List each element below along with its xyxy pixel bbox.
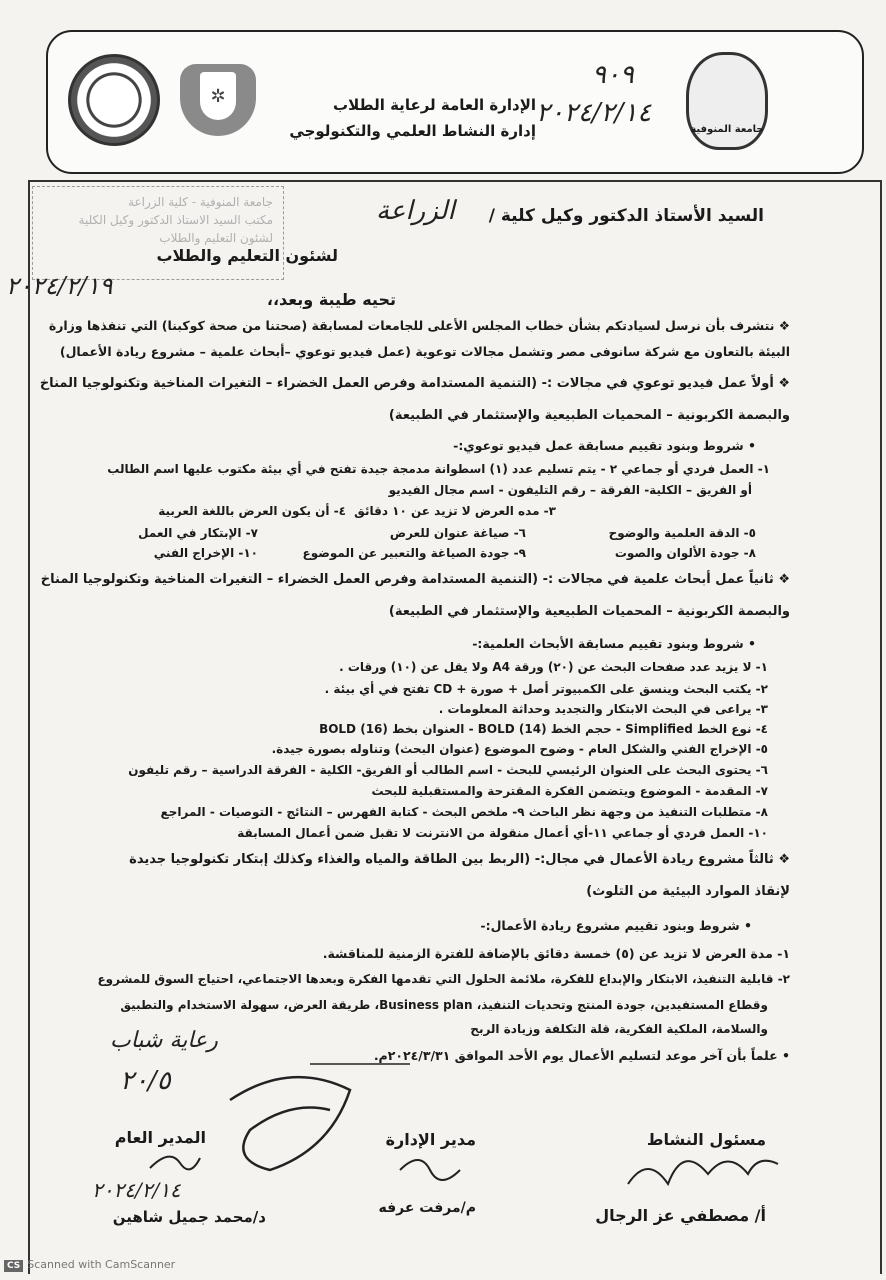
section2-item-7: ٧- المقدمة - الموضوع ويتضمن الفكرة المقترحة والمستقبلية للبحث: [371, 784, 768, 798]
section1-item-4: ٤- أن يكون العرض باللغة العربية: [158, 504, 346, 518]
stamp-line-3: لشئون التعليم والطلاب: [159, 231, 273, 245]
camscanner-text: Scanned with CamScanner: [27, 1258, 176, 1271]
deadline-note: • علماً بأن آخر موعد لتسليم الأعمال يوم الأحد الموافق ٢٠٢٤/٣/٣١م.: [373, 1048, 790, 1063]
general-director-name: د/محمد جميل شاهين: [112, 1208, 266, 1226]
section2-item-2: ٢- يكتب البحث وينسق على الكمبيوتر أصل + صورة + CD تفتح في أي بيئة .: [324, 682, 768, 696]
handwritten-date: ٢٠٢٤/٢/١٤: [536, 98, 652, 128]
section3-title-1: ❖ ثالثاً مشروع ريادة الأعمال في مجال:- (الربط بين الطاقة والمياه والغذاء وكذلك إبتكار تكنولوجيا جديدة: [129, 852, 790, 867]
section2-title-2: والبصمة الكربونية – المحميات الطبيعية والإستثمار في الطبيعة): [388, 604, 790, 619]
section1-item-7: ٧- الإبتكار في العمل: [138, 526, 258, 540]
section1-item-6: ٦- صياغة عنوان للعرض: [389, 526, 526, 540]
stamp-handwritten-date: ٢٠٢٤/٢/١٩: [6, 272, 113, 300]
section2-item-3: ٣- يراعى في البحث الابتكار والتجديد وحداثة المعلومات .: [438, 702, 768, 716]
activity-signature: [628, 1161, 778, 1184]
intro-line-2: البيئة بالتعاون مع شركة سانوفى مصر وتشمل مجالات توعوية (عمل فيديو توعوي –أبحاث علمية – مشروع ريادة الأعمال): [59, 344, 790, 359]
general-director-date: ٢٠٢٤/٢/١٤: [92, 1178, 181, 1202]
management-director-title: مدير الإدارة: [385, 1130, 476, 1149]
section2-item-4: ٤- نوع الخط Simplified - حجم الخط (14) BOLD - العنوان بخط (16) BOLD: [319, 722, 768, 736]
section1-item-5: ٥- الدقة العلمية والوضوح: [608, 526, 756, 540]
section3-item-2a: ٢- قابلية التنفيذ، الابتكار والإبداع للفكرة، ملائمة الحلول التي تقدمها الفكرة وبعدها الاجتماعي، احتياج السوق للمشروع: [97, 972, 790, 986]
salutation-line-2: لشئون التعليم والطلاب: [156, 246, 338, 265]
section2-item-10: ١٠- العمل فردي أو جماعي ١١-أي أعمال منقولة من الانترنت لا تقبل ضمن أعمال المسابقة: [237, 826, 768, 840]
general-signature: [150, 1157, 200, 1170]
activity-officer-title: مسئول النشاط: [646, 1130, 766, 1149]
management-signature: [230, 1077, 350, 1170]
section3-subtitle: • شروط وبنود تقييم مشروع ريادة الأعمال:-: [480, 918, 752, 933]
camscanner-badge: CS: [4, 1260, 23, 1272]
general-director-title: المدير العام: [114, 1128, 206, 1147]
section1-item-8: ٨- جودة الألوان والصوت: [614, 546, 756, 560]
handwritten-note-2: ٢٠/٥: [120, 1066, 171, 1096]
section1-item-1: ١- العمل فردي أو جماعي ٢ - يتم تسليم عدد (١) اسطوانة مدمجة جيدة تفتح في أي بيئة مكتوب عليها اسم الطالب: [107, 462, 770, 476]
section2-item-8: ٨- متطلبات التنفيذ من وجهة نظر الباحث ٩- ملخص البحث - كتابة الفهرس – النتائج - التوصيات - المراجع: [160, 805, 768, 819]
greeting: تحيه طيبة وبعد،،: [266, 290, 396, 309]
section1-item-3: ٣- مده العرض لا تزيد عن ١٠ دقائق: [354, 504, 556, 518]
faculty-handwritten: الزراعة: [376, 196, 455, 226]
section1-item-10: ١٠- الإخراج الفني: [153, 546, 258, 560]
section1-item-1b: أو الفريق – الكلية- الفرقة – رقم التليفون - اسم مجال الفيديو: [388, 483, 752, 497]
stamp-line-1: جامعة المنوفية - كلية الزراعة: [128, 195, 273, 209]
stamp-line-2: مكتب السيد الاستاذ الدكتور وكيل الكلية: [78, 213, 273, 227]
section3-item-1: ١- مدة العرض لا تزيد عن (٥) خمسة دقائق بالإضافة للفترة الزمنية للمناقشة.: [322, 946, 790, 961]
camscanner-footer: [4, 1258, 175, 1272]
university-logo-text: جامعة المنوفية: [690, 124, 764, 135]
section1-title-2: والبصمة الكربونية – المحميات الطبيعية والإستثمار في الطبيعة): [388, 408, 790, 423]
section3-title-2: لإنقاذ الموارد البيئية من التلوث): [586, 884, 790, 899]
section2-title-1: ❖ ثانياً عمل أبحاث علمية في مجالات :- (التنمية المستدامة وفرص العمل الخضراء – التغيرات المناخية وتكنولوجيا المناخ: [40, 572, 790, 587]
section3-item-2b: وقطاع المستفيدين، جودة المنتج وتحديات التنفيذ، Business plan، طريقة العرض، سهولة الاستخدام والتطبيق: [120, 998, 768, 1012]
section1-title-1: ❖ أولاً عمل فيديو توعوي في مجالات :- (التنمية المستدامة وفرص العمل الخضراء – التغيرات المناخية وتكنولوجيا المناخ: [39, 376, 790, 391]
section1-subtitle: • شروط وبنود تقييم مسابقة عمل فيديو توعوي:-: [453, 438, 756, 453]
section2-item-1: ١- لا يزيد عدد صفحات البحث عن (٢٠) ورقة A4 ولا يقل عن (١٠) ورقات .: [339, 660, 768, 674]
section2-item-5: ٥- الإخراج الفني والشكل العام - وضوح الموضوع (عنوان البحث) وتناوله بصورة جيدة.: [271, 742, 768, 756]
section2-subtitle: • شروط وبنود تقييم مسابقة الأبحاث العلمية:-: [472, 636, 756, 651]
u-shield-logo-icon: ✲: [180, 64, 256, 136]
salutation: السيد الأستاذ الدكتور وكيل كلية /: [488, 206, 764, 226]
handwritten-number: ٩٠٩: [592, 60, 634, 90]
header-title-2: إدارة النشاط العلمي والتكنولوجي: [289, 122, 536, 140]
handwritten-note-1: رعاية شباب: [110, 1028, 218, 1053]
section1-item-9: ٩- جودة الصياغة والتعبير عن الموضوع: [302, 546, 526, 560]
activity-officer-name: أ/ مصطفي عز الرجال: [595, 1206, 766, 1225]
management-director-name: م/مرفت عرفه: [378, 1200, 476, 1216]
intro-line-1: ❖ نتشرف بأن نرسل لسيادتكم بشأن خطاب المجلس الأعلى للجامعات لمسابقة (صحتنا من صحة كوكبنا) التي تنفذها وزارة: [48, 318, 790, 333]
section2-item-6: ٦- يحتوى البحث على العنوان الرئيسي للبحث - اسم الطالب أو الفريق- الكلية - الفرقة الدراسية – رقم تليفون: [128, 763, 768, 777]
header-title-1: الإدارة العامة لرعاية الطلاب: [333, 96, 536, 114]
management-initials: [400, 1160, 460, 1180]
section3-item-2c: والسلامة، الملكية الفكرية، قلة التكلفة وزيادة الربح: [470, 1022, 768, 1036]
